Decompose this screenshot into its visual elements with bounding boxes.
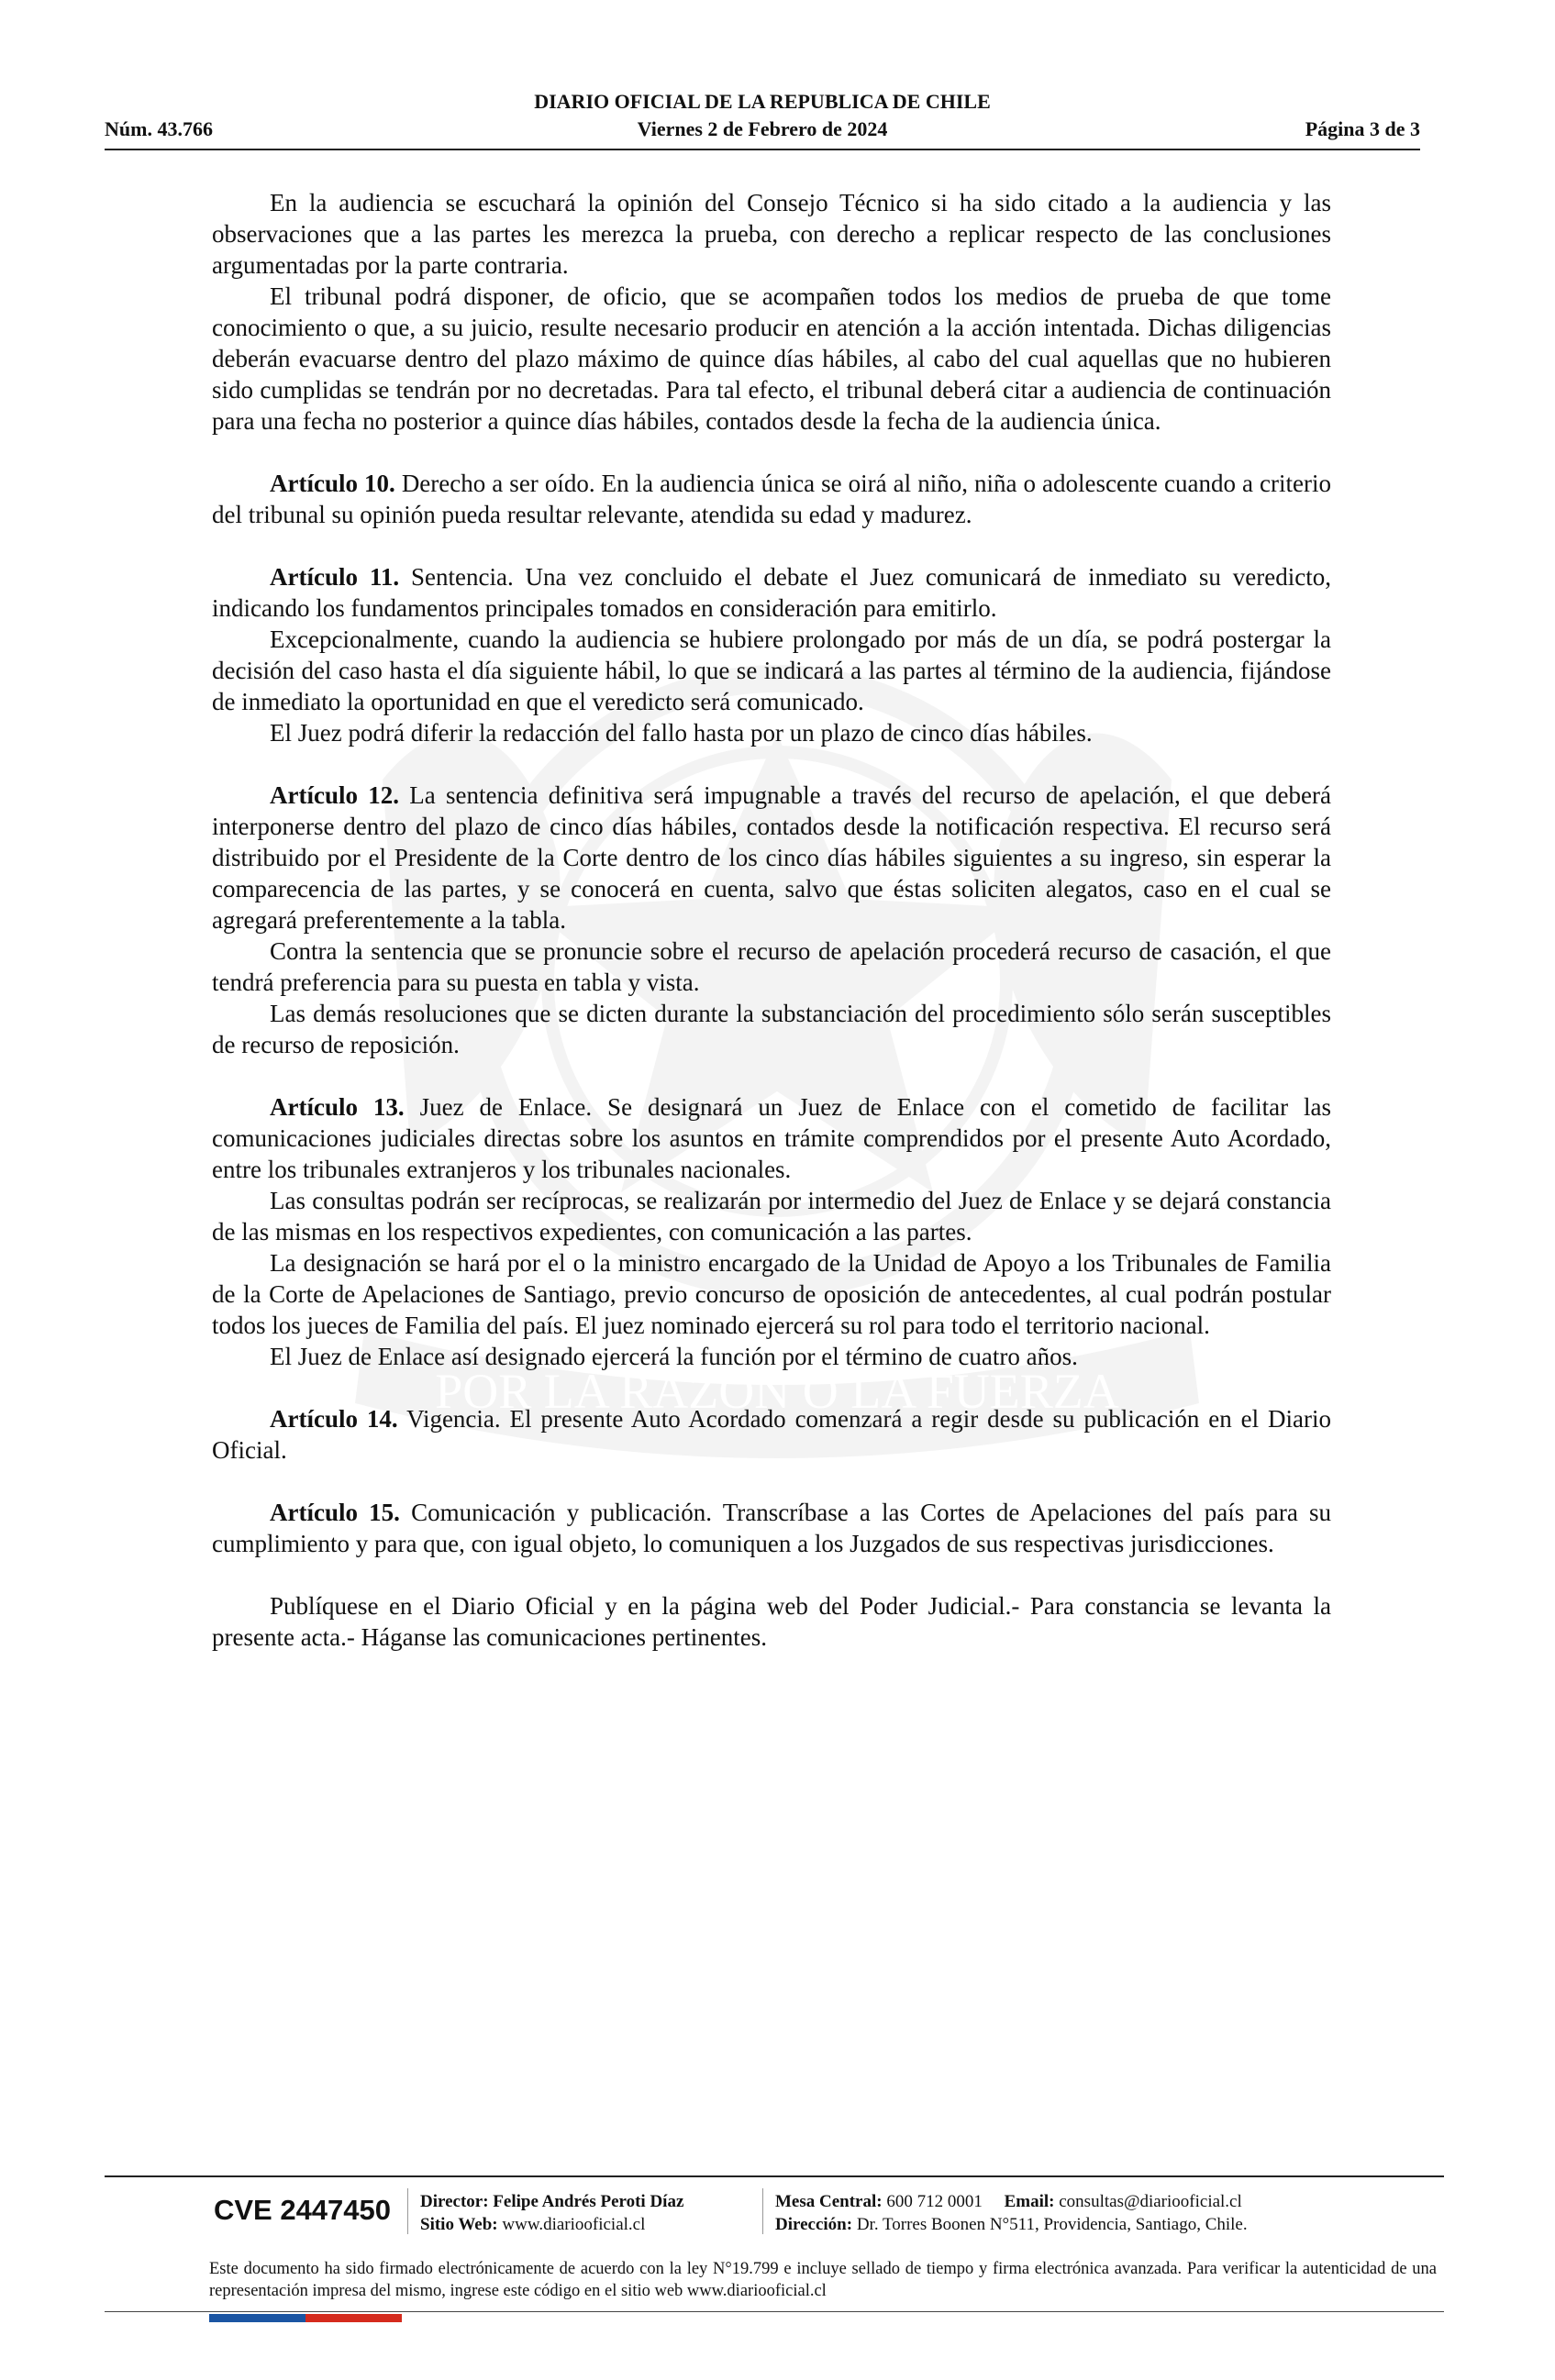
- signature-note: Este documento ha sido firmado electrónicamente de acuerdo con la ley N°19.799 e incluye sellado de tiempo y firma electrónica avanzada. Para verificar la autenticidad de una representación impresa del mismo, ingrese este código en el sitio web www.diariooficial.cl: [209, 2260, 1437, 2300]
- address-label: Dirección:: [775, 2215, 853, 2234]
- article-label: Artículo 14.: [270, 1405, 398, 1433]
- phone-number: 600 712 0001: [886, 2192, 983, 2211]
- issue-number: Núm. 43.766: [105, 117, 213, 140]
- article-paragraph: Contra la sentencia que se pronuncie sobre el recurso de apelación procederá recurso de casación, el que tendrá preferencia para su puesta en tabla y vista.: [212, 937, 1331, 996]
- article-label: Artículo 13.: [270, 1093, 405, 1121]
- article-text: La sentencia definitiva será impugnable a través del recurso de apelación, el que deberá interponerse dentro del plazo de cinco días hábiles, contados desde la notificación respectiva. El recurso será distribuido por el Presidente de la Corte dentro de los cinco días hábiles siguientes a su ingreso, sin esperar la comparecencia de las partes, y se conocerá en cuenta, salvo que éstas soliciten alegatos, caso en el cual se agregará preferentemente a la tabla.: [212, 781, 1331, 934]
- email-link[interactable]: consultas@diariooficial.cl: [1059, 2192, 1242, 2211]
- footer-divider: [105, 2175, 1444, 2177]
- phone-label: Mesa Central:: [775, 2192, 883, 2211]
- article-text: Sentencia. Una vez concluido el debate el Juez comunicará de inmediato su veredicto, indicando los fundamentos principales tomados en consideración para emitirlo.: [212, 563, 1331, 622]
- footer-separator: [762, 2188, 763, 2234]
- article-text: Vigencia. El presente Auto Acordado comenzará a regir desde su publicación en el Diario Oficial.: [212, 1405, 1332, 1464]
- page-footer: [105, 2175, 1444, 2322]
- article-paragraph: El Juez de Enlace así designado ejercerá la función por el término de cuatro años.: [270, 1343, 1078, 1370]
- email-label: Email:: [1004, 2192, 1055, 2211]
- article-12: [212, 780, 1331, 935]
- page-number: Página 3 de 3: [1305, 117, 1420, 140]
- body-paragraph: En la audiencia se escuchará la opinión del Consejo Técnico si ha sido citado a la audiencia y las observaciones que a las partes les merezca la prueba, con derecho a replicar respecto de las conclusiones argumentadas por la parte contraria.: [212, 189, 1331, 279]
- footer-director-block: [420, 2190, 683, 2236]
- article-paragraph: Las demás resoluciones que se dicten durante la substanciación del procedimiento sólo serán susceptibles de recurso de reposición.: [212, 1000, 1331, 1058]
- article-text: Derecho a ser oído. En la audiencia única se oirá al niño, niña o adolescente cuando a criterio del tribunal su opinión pueda resultar relevante, atendida su edad y madurez.: [212, 470, 1331, 528]
- flag-blue-segment: [209, 2314, 305, 2322]
- article-text: Comunicación y publicación. Transcríbase a las Cortes de Apelaciones del país para su cumplimiento y para que, con igual objeto, lo comuniquen a los Juzgados de sus respectivas jurisdicciones.: [212, 1499, 1332, 1557]
- article-13: [212, 1091, 1331, 1185]
- article-label: Artículo 12.: [270, 781, 399, 809]
- header-divider: [105, 149, 1420, 150]
- article-paragraph: La designación se hará por el o la ministro encargado de la Unidad de Apoyo a los Tribunales de Familia de la Corte de Apelaciones de Santiago, previo concurso de oposición de antecedentes, al cual podrán postular todos los jueces de Familia del país. El juez nominado ejercerá su rol para todo el territorio nacional.: [212, 1249, 1331, 1339]
- page-header: [105, 86, 1420, 152]
- cve-code: CVE 2447450: [213, 2194, 392, 2226]
- footer-separator: [407, 2188, 408, 2234]
- article-10: [212, 468, 1331, 530]
- article-label: Artículo 10.: [270, 470, 395, 497]
- article-label: Artículo 11.: [270, 563, 400, 591]
- footer-contact-block: [775, 2190, 1248, 2236]
- article-text: Juez de Enlace. Se designará un Juez de Enlace con el cometido de facilitar las comunicaciones judiciales directas sobre los asuntos en trámite comprendidos por el presente Auto Acordado, entre los tribunales extranjeros y los tribunales nacionales.: [212, 1093, 1332, 1183]
- closing-paragraph: Publíquese en el Diario Oficial y en la página web del Poder Judicial.- Para constancia se levanta la presente acta.- Háganse las comunicaciones pertinentes.: [212, 1592, 1331, 1651]
- article-label: Artículo 15.: [270, 1499, 400, 1526]
- flag-stripe: [209, 2314, 402, 2322]
- director-label: Director:: [420, 2192, 489, 2211]
- address-text: Dr. Torres Boonen N°511, Providencia, Santiago, Chile.: [856, 2215, 1248, 2234]
- publication-date: Viernes 2 de Febrero de 2024: [637, 117, 888, 140]
- publication-title: DIARIO OFICIAL DE LA REPUBLICA DE CHILE: [534, 90, 991, 113]
- director-name: Felipe Andrés Peroti Díaz: [493, 2192, 684, 2211]
- article-14: [212, 1403, 1331, 1466]
- flag-red-segment: [305, 2314, 402, 2322]
- article-paragraph: Excepcionalmente, cuando la audiencia se hubiere prolongado por más de un día, se podrá postergar la decisión del caso hasta el día siguiente hábil, lo que se indicará a las partes al término de la audiencia, fijándose de inmediato la oportunidad en que el veredicto será comunicado.: [212, 625, 1331, 715]
- footer-bottom-rule: [105, 2311, 1444, 2312]
- article-11: [212, 561, 1331, 624]
- document-body: [212, 187, 1331, 1653]
- website-link[interactable]: www.diariooficial.cl: [502, 2215, 646, 2234]
- article-paragraph: Las consultas podrán ser recíprocas, se realizarán por intermedio del Juez de Enlace y se dejará constancia de las mismas en los respectivos expedientes, con comunicación a las partes.: [212, 1187, 1331, 1245]
- website-label: Sitio Web:: [420, 2215, 498, 2234]
- body-paragraph: El tribunal podrá disponer, de oficio, que se acompañen todos los medios de prueba de que tome conocimiento o que, a su juicio, resulte necesario producir en atención a la acción intentada. Dichas diligencias deberán evacuarse dentro del plazo máximo de quince días hábiles, al cabo del cual aquellas que no hubieren sido cumplidas se tendrán por no decretadas. Para tal efecto, el tribunal deberá citar a audiencia de continuación para una fecha no posterior a quince días hábiles, contados desde la fecha de la audiencia única.: [212, 282, 1331, 435]
- article-15: [212, 1497, 1331, 1559]
- article-paragraph: El Juez podrá diferir la redacción del fallo hasta por un plazo de cinco días hábiles.: [270, 719, 1093, 747]
